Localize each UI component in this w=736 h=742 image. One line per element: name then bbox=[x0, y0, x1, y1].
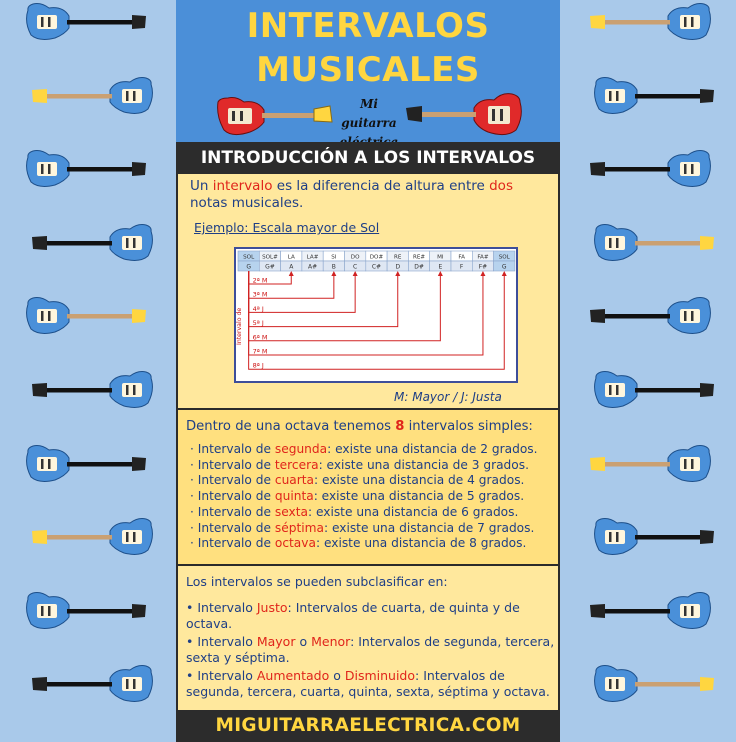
infographic-panel bbox=[176, 0, 560, 742]
intro-text: intervalos simples: bbox=[404, 419, 533, 434]
intro-line-2: notas musicales. bbox=[190, 195, 304, 211]
item-prefix: · Intervalo de bbox=[190, 489, 275, 504]
note-name-en: F bbox=[459, 263, 464, 271]
simple-interval-item bbox=[190, 458, 529, 473]
note-name-es: SOL# bbox=[262, 254, 278, 261]
blue-guitar-icon bbox=[588, 2, 713, 42]
interval-label: 8ª J bbox=[252, 361, 264, 370]
decorative-guitar bbox=[592, 76, 717, 116]
blue-guitar-icon bbox=[30, 223, 155, 263]
item-prefix: · Intervalo de bbox=[190, 457, 275, 472]
blue-guitar-icon bbox=[592, 664, 717, 704]
decorative-guitar bbox=[30, 76, 155, 116]
interval-label: 7ª M bbox=[252, 347, 268, 356]
interval-arrow bbox=[249, 271, 441, 341]
interval-name: quinta bbox=[274, 489, 314, 504]
note-name-en: E bbox=[438, 263, 443, 271]
aumentado-highlight: Aumentado bbox=[256, 668, 330, 683]
decorative-guitar bbox=[30, 664, 155, 704]
intro-text: Dentro de una octava tenemos bbox=[186, 419, 396, 434]
decorative-guitar bbox=[30, 370, 155, 410]
arrow-head bbox=[502, 271, 507, 276]
item-description: : existe una distancia de 7 grados. bbox=[323, 520, 535, 535]
blue-guitar-icon bbox=[588, 591, 713, 631]
intro-highlight-intervalo: intervalo bbox=[212, 178, 273, 194]
text: • Intervalo bbox=[186, 600, 257, 615]
simple-intervals-intro bbox=[186, 418, 533, 435]
item-prefix: · Intervalo de bbox=[190, 442, 275, 456]
note-name-en: F# bbox=[478, 263, 488, 271]
decorative-guitar bbox=[588, 2, 713, 42]
simple-interval-item bbox=[190, 473, 524, 488]
simple-interval-item bbox=[190, 489, 524, 504]
interval-label: 2ª M bbox=[252, 276, 268, 285]
note-name-en: C# bbox=[371, 263, 382, 271]
note-name-en: C bbox=[353, 263, 358, 271]
interval-label: 5ª J bbox=[252, 319, 264, 328]
red-guitar-left-icon bbox=[214, 92, 334, 140]
decorative-guitar bbox=[24, 296, 149, 336]
header bbox=[176, 0, 560, 142]
decorative-guitar bbox=[24, 444, 149, 484]
count-highlight: 8 bbox=[395, 419, 405, 434]
brand-line-1: Mi guitarra bbox=[341, 97, 397, 130]
subclass-mayor-line-2: sexta y séptima. bbox=[186, 650, 290, 665]
note-name-es: SOL bbox=[498, 254, 510, 261]
interval-label: 4ª J bbox=[252, 304, 264, 313]
intro-line-1 bbox=[190, 178, 513, 195]
title-line-1: INTERVALOS bbox=[246, 6, 490, 46]
item-prefix: · Intervalo de bbox=[190, 504, 275, 519]
decorative-guitar bbox=[588, 591, 713, 631]
simple-intervals-panel bbox=[178, 410, 558, 564]
blue-guitar-icon bbox=[24, 591, 149, 631]
note-name-en: B bbox=[331, 263, 336, 271]
interval-diagram-svg bbox=[236, 249, 516, 381]
note-name-es: SOL bbox=[243, 254, 255, 261]
item-prefix: · Intervalo de bbox=[190, 536, 275, 551]
decorative-guitar bbox=[30, 223, 155, 263]
interval-label: 6ª M bbox=[252, 333, 268, 342]
interval-name: segunda bbox=[274, 442, 328, 456]
subclass-intro: Los intervalos se pueden subclasificar en: bbox=[186, 574, 448, 589]
interval-name: octava bbox=[274, 536, 316, 551]
simple-interval-item bbox=[190, 505, 518, 520]
note-name-es: FA bbox=[458, 254, 465, 261]
note-name-es: DO# bbox=[369, 254, 384, 261]
blue-guitar-icon bbox=[588, 149, 713, 189]
note-name-en: G bbox=[501, 263, 507, 271]
note-name-es: DO bbox=[350, 254, 360, 261]
blue-guitar-icon bbox=[24, 444, 149, 484]
decorative-guitar bbox=[588, 149, 713, 189]
blue-guitar-icon bbox=[24, 149, 149, 189]
item-description: : existe una distancia de 3 grados. bbox=[318, 457, 529, 472]
blue-guitar-icon bbox=[592, 76, 717, 116]
simple-interval-item bbox=[190, 536, 526, 551]
item-description: : existe una distancia de 5 grados. bbox=[313, 489, 525, 504]
note-name-en: D bbox=[395, 263, 401, 271]
interval-arrow bbox=[249, 271, 398, 327]
blue-guitar-icon bbox=[592, 223, 717, 263]
decorative-guitar bbox=[30, 517, 155, 557]
item-prefix: · Intervalo de bbox=[190, 473, 275, 488]
subclass-justo-line-2: octava. bbox=[186, 616, 233, 631]
blue-guitar-icon bbox=[588, 296, 713, 336]
right-guitar-column bbox=[564, 0, 736, 742]
blue-guitar-icon bbox=[24, 2, 149, 42]
subclassification-panel bbox=[178, 566, 558, 710]
disminuido-highlight: Disminuido bbox=[344, 668, 416, 683]
decorative-guitar bbox=[24, 591, 149, 631]
section-title: INTRODUCCIÓN A LOS INTERVALOS bbox=[176, 142, 560, 174]
interval-name: séptima bbox=[274, 520, 324, 535]
text: : Intervalos de bbox=[415, 668, 505, 683]
note-name-en: A bbox=[289, 263, 294, 271]
y-axis-label: Intervalo de bbox=[236, 307, 243, 345]
subclass-justo-line-1 bbox=[186, 599, 520, 616]
interval-label: 3ª M bbox=[252, 290, 268, 299]
decorative-guitar bbox=[24, 2, 149, 42]
arrow-head bbox=[353, 271, 358, 276]
subclass-mayor-line-1 bbox=[186, 633, 554, 650]
decorative-guitar bbox=[592, 517, 717, 557]
arrow-head bbox=[395, 271, 400, 276]
blue-guitar-icon bbox=[30, 517, 155, 557]
red-guitar-right-icon bbox=[404, 90, 524, 140]
menor-highlight: Menor bbox=[311, 634, 351, 649]
blue-guitar-icon bbox=[588, 444, 713, 484]
note-name-es: FA# bbox=[477, 254, 489, 261]
note-name-es: SI bbox=[331, 254, 337, 261]
decorative-guitar bbox=[24, 149, 149, 189]
title-line-2: MUSICALES bbox=[256, 50, 480, 90]
simple-interval-item bbox=[190, 442, 538, 457]
note-name-es: LA bbox=[287, 254, 295, 261]
interval-arrow bbox=[249, 271, 505, 369]
footer-website[interactable]: MIGUITARRAELECTRICA.COM bbox=[176, 710, 560, 742]
arrow-head bbox=[331, 271, 336, 276]
scale-diagram bbox=[234, 247, 518, 383]
note-name-es: RE# bbox=[412, 254, 426, 261]
item-description: : existe una distancia de 6 grados. bbox=[307, 504, 519, 519]
text: : Intervalos de cuarta, de quinta y de bbox=[287, 600, 520, 615]
blue-guitar-icon bbox=[30, 370, 155, 410]
subclass-aumentado-line-1 bbox=[186, 667, 505, 684]
item-description: : existe una distancia de 2 grados. bbox=[327, 442, 538, 456]
note-name-en: D# bbox=[414, 263, 424, 271]
item-prefix: · Intervalo de bbox=[190, 520, 275, 535]
blue-guitar-icon bbox=[592, 370, 717, 410]
mayor-highlight: Mayor bbox=[256, 634, 296, 649]
example-label: Ejemplo: Escala mayor de Sol bbox=[194, 220, 380, 235]
note-name-es: RE bbox=[394, 254, 402, 261]
note-name-es: LA# bbox=[306, 254, 319, 261]
note-name-es: MI bbox=[437, 254, 444, 261]
text: • Intervalo bbox=[186, 634, 257, 649]
intro-text: Un bbox=[190, 178, 213, 194]
text: o bbox=[295, 634, 312, 649]
blue-guitar-icon bbox=[24, 296, 149, 336]
arrow-head bbox=[438, 271, 443, 276]
note-name-en: G bbox=[246, 263, 251, 271]
interval-name: sexta bbox=[274, 504, 308, 519]
simple-interval-item bbox=[190, 521, 534, 536]
justo-highlight: Justo bbox=[256, 600, 288, 615]
decorative-guitar bbox=[592, 223, 717, 263]
blue-guitar-icon bbox=[592, 517, 717, 557]
text: : Intervalos de segunda, tercera, bbox=[350, 634, 555, 649]
intro-panel bbox=[178, 174, 558, 408]
decorative-guitar bbox=[588, 296, 713, 336]
text: • Intervalo bbox=[186, 668, 257, 683]
left-guitar-column bbox=[0, 0, 172, 742]
text: o bbox=[329, 668, 345, 683]
legend-text: M: Mayor / J: Justa bbox=[394, 390, 502, 404]
arrow-head bbox=[480, 271, 485, 276]
subclass-aumentado-line-2: segunda, tercera, cuarta, quinta, sexta, séptima y octava. bbox=[186, 684, 550, 699]
arrow-head bbox=[289, 271, 294, 276]
blue-guitar-icon bbox=[30, 76, 155, 116]
intro-highlight-dos: dos bbox=[489, 178, 513, 194]
item-description: : existe una distancia de 4 grados. bbox=[314, 473, 525, 488]
decorative-guitar bbox=[588, 444, 713, 484]
decorative-guitar bbox=[592, 370, 717, 410]
interval-name: cuarta bbox=[274, 473, 315, 488]
item-description: : existe una distancia de 8 grados. bbox=[315, 536, 527, 551]
blue-guitar-icon bbox=[30, 664, 155, 704]
note-name-en: G# bbox=[265, 263, 275, 271]
intro-text: es la diferencia de altura entre bbox=[272, 178, 490, 194]
decorative-guitar bbox=[592, 664, 717, 704]
interval-name: tercera bbox=[274, 457, 319, 472]
note-name-en: A# bbox=[307, 263, 318, 271]
